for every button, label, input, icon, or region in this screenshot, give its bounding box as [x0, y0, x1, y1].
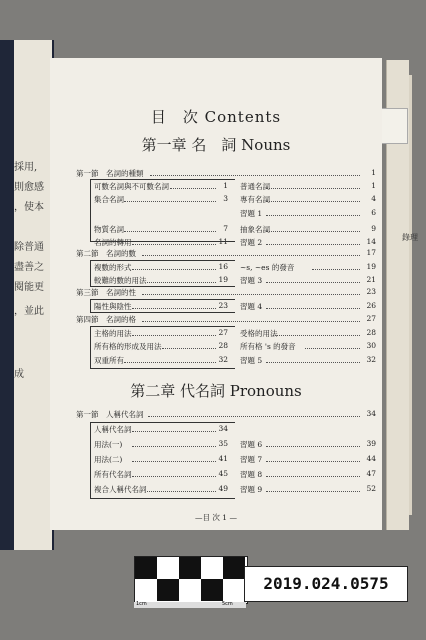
side-label: 錄理 — [402, 233, 418, 242]
section-heading: 第三節 名詞的性 — [76, 288, 136, 297]
dot-leader — [132, 446, 216, 447]
entry-page: 35 — [218, 439, 228, 448]
entry-label: 習題 5 — [240, 356, 263, 365]
book-spine — [0, 40, 14, 550]
entry-label: 主格的用法 — [94, 329, 132, 338]
section-page: 23 — [366, 287, 376, 296]
section-heading: 第一節 人稱代名詞 — [76, 410, 144, 419]
entry-page: 45 — [218, 469, 228, 478]
entry-label: 習題 9 — [240, 485, 263, 494]
section-heading: 第二節 名詞的數 — [76, 249, 136, 258]
dot-leader — [148, 416, 360, 417]
dot-leader — [147, 491, 216, 492]
bracket-line — [90, 312, 235, 313]
entry-label: 名詞的轉用 — [94, 238, 132, 247]
entry-page: 19 — [218, 275, 228, 284]
left-text-fragment: 閱能更 — [14, 282, 44, 293]
entry-label: 習題 8 — [240, 470, 263, 479]
accession-number: 2019.024.0575 — [244, 566, 408, 602]
section-page: 27 — [366, 314, 376, 323]
bracket-line — [90, 368, 235, 369]
dot-leader — [170, 188, 216, 189]
entry-label: 抽象名詞 — [240, 225, 270, 234]
entry-page: 34 — [218, 424, 228, 433]
left-text-fragment: 盡善之 — [14, 262, 44, 273]
entry-label: 較難的數的用法 — [94, 276, 147, 285]
entry-page: 39 — [366, 439, 376, 448]
page-tab — [380, 108, 408, 144]
entry-label: 習題 2 — [240, 238, 263, 247]
section-heading: 第一節 名詞的種類 — [76, 169, 144, 178]
section-page: 1 — [371, 168, 376, 177]
entry-page: 41 — [218, 454, 228, 463]
section-page: 17 — [366, 248, 376, 257]
bracket-line — [90, 299, 235, 300]
contents-page — [50, 58, 382, 530]
bracket-line — [90, 179, 91, 241]
bracket-line — [90, 422, 91, 498]
page-footer: —目 次 1 — — [195, 513, 237, 522]
entry-page: 28 — [218, 341, 228, 350]
entry-label: 習題 4 — [240, 302, 263, 311]
entry-label: 用法(二) — [94, 455, 123, 464]
chapter-2-heading: 第二章 代名詞 Pronouns — [130, 382, 302, 400]
entry-label: 所有代名詞 — [94, 470, 132, 479]
entry-page: 44 — [366, 454, 376, 463]
dot-leader — [142, 321, 360, 322]
bracket-line — [90, 260, 91, 286]
entry-label: ~s, ~es 的發音 — [240, 263, 295, 272]
dot-leader — [266, 244, 360, 245]
bracket-line — [90, 326, 91, 368]
entry-page: 19 — [366, 262, 376, 271]
dot-leader — [124, 362, 216, 363]
bracket-line — [90, 286, 235, 287]
dot-leader — [266, 215, 360, 216]
dot-leader — [142, 294, 360, 295]
dot-leader — [132, 431, 216, 432]
entry-label: 習題 1 — [240, 209, 263, 218]
color-scale-strip — [134, 556, 248, 604]
section-page: 34 — [366, 409, 376, 418]
dot-leader — [266, 362, 360, 363]
entry-label: 陽性與陰性 — [94, 302, 132, 311]
entry-page: 26 — [366, 301, 376, 310]
left-text-fragment: 除普通 — [14, 242, 44, 253]
bracket-line — [90, 422, 235, 423]
entry-label: 物質名詞 — [94, 225, 124, 234]
dot-leader — [266, 491, 360, 492]
entry-label: 可數名詞與不可數名詞 — [94, 182, 169, 191]
entry-page: 16 — [218, 262, 228, 271]
entry-page: 9 — [371, 224, 376, 233]
bracket-line — [90, 260, 235, 261]
entry-label: 人稱代名詞 — [94, 425, 132, 434]
entry-page: 47 — [366, 469, 376, 478]
entry-label: 双重所有 — [94, 356, 124, 365]
entry-label: 專有名詞 — [240, 195, 270, 204]
scale-label: 5cm — [222, 601, 233, 607]
entry-label: 習題 3 — [240, 276, 263, 285]
entry-page: 21 — [366, 275, 376, 284]
dot-leader — [266, 282, 360, 283]
chapter-1-heading: 第一章 名 詞 Nouns — [141, 136, 291, 154]
entry-page: 6 — [371, 208, 376, 217]
entry-page: 32 — [366, 355, 376, 364]
bracket-line — [90, 241, 235, 242]
left-text-fragment: ，使本 — [14, 202, 44, 213]
entry-page: 11 — [218, 237, 228, 246]
dot-leader — [132, 244, 216, 245]
dot-leader — [266, 308, 360, 309]
entry-page: 23 — [218, 301, 228, 310]
entry-page: 4 — [371, 194, 376, 203]
dot-leader — [142, 255, 360, 256]
dot-leader — [266, 231, 360, 232]
entry-label: 受格的用法 — [240, 329, 278, 338]
left-text-fragment: 則愈感 — [14, 182, 44, 193]
dot-leader — [150, 175, 360, 176]
entry-label: 用法(一) — [94, 440, 123, 449]
dot-leader — [266, 201, 360, 202]
dot-leader — [132, 476, 216, 477]
entry-label: 普通名詞 — [240, 182, 270, 191]
entry-page: 32 — [218, 355, 228, 364]
left-text-fragment: 採用, — [14, 162, 38, 173]
dot-leader — [266, 461, 360, 462]
entry-page: 52 — [366, 484, 376, 493]
dot-leader — [132, 335, 216, 336]
dot-leader — [273, 335, 361, 336]
entry-page: 30 — [366, 341, 376, 350]
bracket-line — [90, 299, 91, 312]
dot-leader — [266, 188, 360, 189]
bracket-line — [90, 326, 235, 327]
entry-label: 所有格 's 的發音 — [240, 342, 296, 351]
dot-leader — [312, 269, 361, 270]
left-text-fragment: ，並此 — [14, 306, 44, 317]
dot-leader — [132, 308, 216, 309]
entry-page: 1 — [223, 181, 228, 190]
dot-leader — [132, 269, 216, 270]
entry-page: 28 — [366, 328, 376, 337]
ruler-scale — [134, 602, 246, 608]
dot-leader — [147, 282, 216, 283]
entry-page: 27 — [218, 328, 228, 337]
entry-page: 14 — [366, 237, 376, 246]
entry-page: 1 — [371, 181, 376, 190]
dot-leader — [266, 476, 360, 477]
left-text-fragment: 成 — [14, 369, 24, 380]
dot-leader — [266, 446, 360, 447]
entry-label: 集合名詞 — [94, 195, 124, 204]
page-title: 目 次 Contents — [150, 108, 282, 126]
entry-label: 複合人稱代名詞 — [94, 485, 147, 494]
dot-leader — [124, 201, 216, 202]
entry-label: 複數的形式 — [94, 263, 132, 272]
bracket-line — [90, 179, 235, 180]
dot-leader — [305, 348, 360, 349]
entry-page: 7 — [223, 224, 228, 233]
entry-page: 3 — [223, 194, 228, 203]
entry-page: 49 — [218, 484, 228, 493]
entry-label: 習題 6 — [240, 440, 263, 449]
scale-label: 1cm — [136, 601, 147, 607]
entry-label: 習題 7 — [240, 455, 263, 464]
entry-label: 所有格的形成及用法 — [94, 342, 162, 351]
dot-leader — [124, 231, 216, 232]
dot-leader — [162, 348, 216, 349]
section-heading: 第四節 名詞的格 — [76, 315, 136, 324]
dot-leader — [132, 461, 216, 462]
bracket-line — [90, 498, 235, 499]
